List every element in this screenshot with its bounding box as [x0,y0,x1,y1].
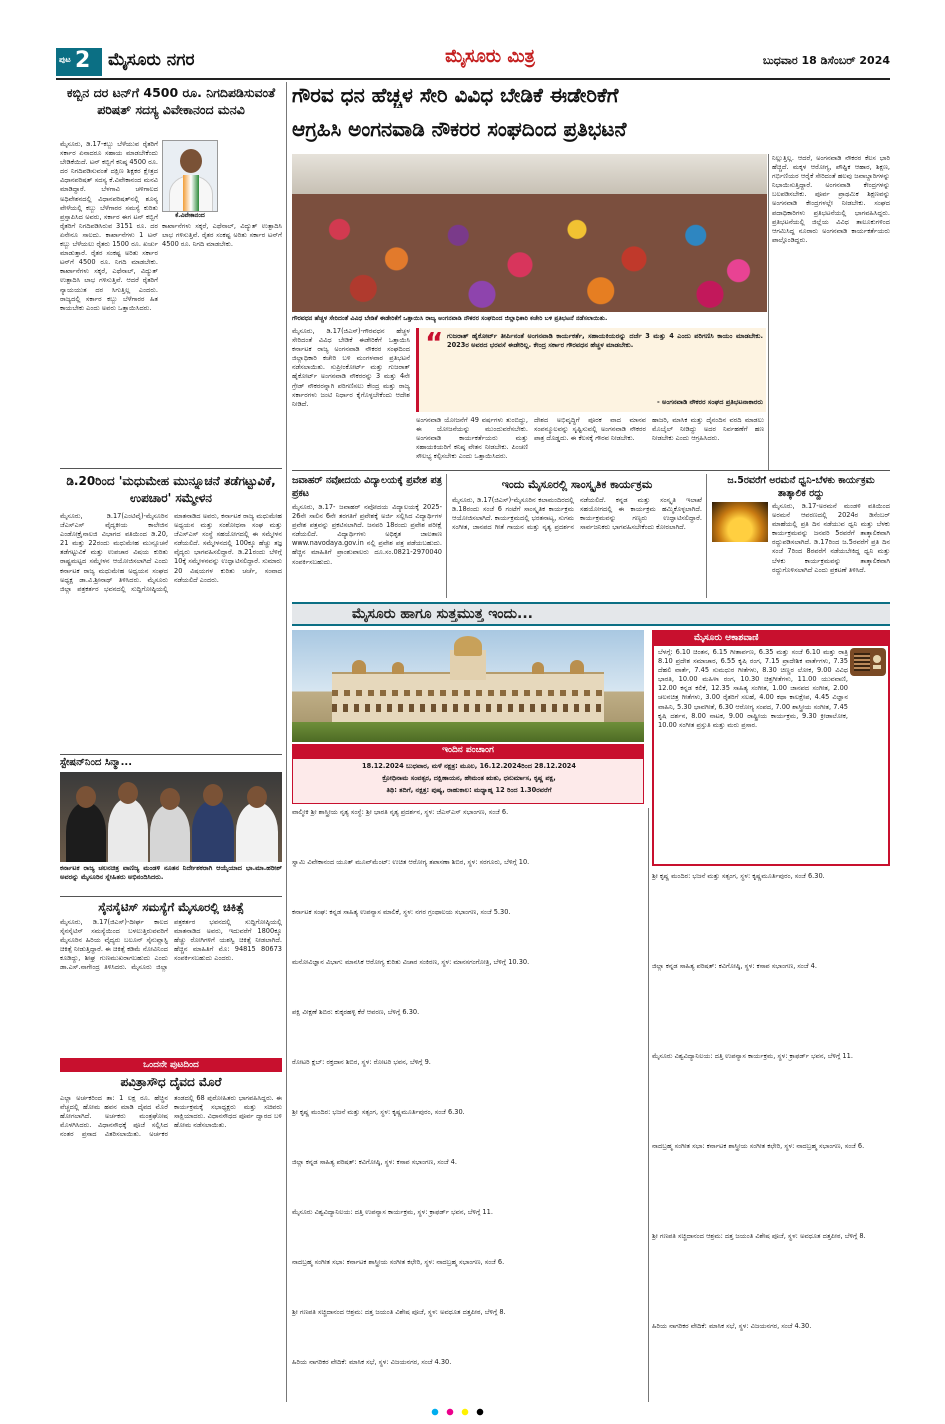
event-item: ಜಿಲ್ಲಾ ಕನ್ನಡ ಸಾಹಿತ್ಯ ಪರಿಷತ್: ಕವಿಗೋಷ್ಠಿ, ಸ್ಥಳ: ಕಸಾಪ ಸಭಾಂಗಣ, ಸಂಜೆ 4. [292,1158,457,1166]
cultural-divider [706,474,707,598]
panchanga-line1: 18.12.2024 ಬುಧವಾರ, ಮಳೆ ನಕ್ಷತ್ರ: ಮೂಲ, 16.12.2024ರಿಂದ 28.12.2024 [362,762,576,770]
lead-quote-box [416,328,766,412]
lead-column-2: ಅಂಗನವಾಡಿ ಯೋಜನೆಗೆ 49 ವರ್ಷಗಳು ತುಂಬಿದ್ದು, ಈ ಯೋಜನೆಯನ್ನು ಮುಂದುವರೆಸಬೇಕು. ಅಂಗನವಾಡಿ ಕಾರ್ಯಕರ್ತೆಯರು ಮತ್ತು ಸಹಾಯಕಿಯರಿಗೆ ಕನಿಷ್ಠ ವೇತನ ನೀಡಬೇಕು. ಪಿಂಚಣಿ ಸೌಲಭ್ಯ ಕಲ್ಪಿಸಬೇಕು ಎಂದು ಒತ್ತಾಯಿಸಿದರು. [416,416,528,461]
navodaya-divider [446,474,447,598]
today-banner-text: ಮೈಸೂರು ಹಾಗೂ ಸುತ್ತಮುತ್ತ ಇಂದು... [352,606,533,622]
lead-column-1: ಮೈಸೂರು, ಡಿ.17(ಜಿಎಸ್)-ಗೌರವಧನ ಹೆಚ್ಚಳ ಸೇರಿದಂತೆ ವಿವಿಧ ಬೇಡಿಕೆ ಈಡೇರಿಕೆಗೆ ಒತ್ತಾಯಿಸಿ ಕರ್ನಾಟಕ ರಾಜ್ಯ ಅಂಗನವಾಡಿ ನೌಕರರ ಸಂಘದಿಂದ ಜಿಲ್ಲಾಧಿಕಾರಿ ಕಚೇರಿ ಬಳಿ ಮಂಗಳವಾರ ಪ್ರತಿಭಟನೆ ನಡೆಸಲಾಯಿತು. ಸುಪ್ರೀಂಕೋರ್ಟ್ ಮತ್ತು ಗುಜರಾತ್ ಹೈಕೋರ್ಟ್ ಅಂಗನವಾಡಿ ನೌಕರರನ್ನು 3 ಮತ್ತು 4ನೇ ಗ್ರೇಡ್ ನೌಕರರನ್ನಾಗಿ ಪರಿಗಣಿಸಲು ಕೇಂದ್ರ ಮತ್ತು ರಾಜ್ಯ ಸರ್ಕಾರಗಳು ಜಂಟಿ ನಿರ್ಧಾರ ಕೈಗೊಳ್ಳಬೇಕೆಂದು ಆದೇಶ ನೀಡಿದೆ. [292,327,410,408]
radio-box [652,630,890,866]
rule-4 [292,470,890,471]
page-label: ಪುಟ [59,55,71,64]
radio-schedule: ಬೆಳಗ್ಗೆ: 6.10 ಚಿಂತನ, 6.15 ಗೀತಾರ್ಪಣ, 6.35 ಮತ್ತು ಸಂಜೆ 6.10 ಮತ್ತು ರಾತ್ರಿ 8.10 ಪ್ರದೇಶ ಸಮಾಚಾರ, 6.55 ಕೃಷಿ ರಂಗ, 7.15 ಪ್ರಾದೇಶಿಕ ವಾರ್ತೆಗಳು, 7.35 ದೆಹಲಿ ವಾರ್ತೆ, 7.45 ಸುಮಧುರ ಗೀತೆಗಳು, 8.30 ಚಿಣ್ಣರ ಲೋಕ, 9.00 ವಿವಿಧ ಭಾರತಿ, 10.00 ಮಹಿಳಾ ರಂಗ, 10.30 ಚಿತ್ರಗೀತೆಗಳು, 11.00 ಯುವವಾಣಿ, 12.00 ಕನ್ನಡ ಕಲಿಕೆ, 12.35 ಸಾಹಿತ್ಯ ಸಂಗೀತ, 1.00 ಜಾನಪದ ಸಂಗೀತ, 2.00 ಚಲನಚಿತ್ರ ಗೀತೆಗಳು, 3.00 ರೈತರಿಗೆ ಸಲಹೆ, 4.00 ಕಥಾ ಕಾಲಕ್ಷೇಪ, 4.45 ವಿಜ್ಞಾನ ವಾಹಿನಿ, 5.30 ಭಾವಗೀತೆ, 6.30 ಆರೋಗ್ಯ ಸಂಪದ, 7.00 ಶಾಸ್ತ್ರೀಯ ಸಂಗೀತ, 7.45 ಕೃಷಿ ದರ್ಶನ, 8.00 ನಾಟಕ, 9.00 ರಾಷ್ಟ್ರೀಯ ಕಾರ್ಯಕ್ರಮ, 9.30 ಕ್ರೀಡಾಲೋಕ, 10.00 ಸಂಗೀತ ಪ್ರಸ್ತುತಿ ಮತ್ತು ಮರು ಪ್ರಸಾರ. [658,648,848,729]
event-item: ಸ್ವಾಮಿ ವಿವೇಕಾನಂದ ಯೂತ್ ಮೂವ್‌ಮೆಂಟ್: ಉಚಿತ ಆರೋಗ್ಯ ತಪಾಸಣಾ ಶಿಬಿರ, ಸ್ಥಳ: ಸರಗೂರು, ಬೆಳಿಗ್ಗೆ 10. [292,858,530,866]
page-number-box [56,48,102,76]
page-number: 2 [75,48,91,73]
sugarcane-headline: ಕಬ್ಬಿನ ದರ ಟನ್‌ಗೆ 4500 ರೂ. ನಿಗದಿಪಡಿಸುವಂತೆ ಪರಿಷತ್ ಸದಸ್ಯ ವಿವೇಕಾನಂದ ಮನವಿ [66,85,276,117]
rule-2 [60,754,282,755]
continued-label: ಒಂದನೇ ಪುಟದಿಂದ [60,1058,282,1072]
lead-quote-text: ಗುಜರಾತ್ ಹೈಕೋರ್ಟ್ ತೀರ್ಪಿನಂತೆ ಅಂಗನವಾಡಿ ಕಾರ್ಯಕರ್ತೆ, ಸಹಾಯಕಿಯರನ್ನು ದರ್ಜೆ 3 ಮತ್ತು 4 ಎಂದು ಪರಿಗಣಿಸಿ ಕಾಯಂ ಮಾಡಬೇಕು. 2023ರ ಅವರದ ಭರವಸೆ ಈಡೇರಿಲ್ಲ. ಕೇಂದ್ರ ಸರ್ಕಾರ ಗೌರವಧನ ಹೆಚ್ಚಳ ಮಾಡಬೇಕು. [447,332,763,350]
sound-light-headline: ಜ.5ರವರೆಗೆ ಅರಮನೆ ಧ್ವನಿ-ಬೆಳಕು ಕಾರ್ಯಕ್ರಮ ತಾತ್ಕಾಲಿಕ ರದ್ದು [727,475,875,499]
diabetes-headline: ಡಿ.20ರಿಂದ 'ಮಧುಮೇಹ ಮುನ್ನೂಚನೆ ತಡೆಗಟ್ಟುವಿಕೆ, ಉಪಚಾರ' ಸಮ್ಮೇಳನ [66,474,276,505]
left-column-divider [286,82,287,1402]
rule-1 [60,468,282,469]
registration-marks [430,1408,490,1416]
panchanga-title-bar [292,744,644,758]
panchanga-title: ಇಂದಿನ ಪಂಚಾಂಗ [442,745,494,755]
lead-divider [768,154,769,470]
event-item: ಮೈಸೂರು ವಿಶ್ವವಿದ್ಯಾನಿಲಯ: ದತ್ತಿ ಉಪನ್ಯಾಸ ಕಾರ್ಯಕ್ರಮ, ಸ್ಥಳ: ಕ್ರಾಫರ್ಡ್ ಭವನ, ಬೆಳಿಗ್ಗೆ 11. [292,1208,493,1216]
masthead-rule [56,78,890,80]
panchanga-line2: ಕ್ರೋಧಿನಾಮ ಸಂವತ್ಸರ, ದಕ್ಷಿಣಾಯನ, ಹೇಮಂತ ಋತು, ಧನುರ್ಮಾಸ, ಕೃಷ್ಣ ಪಕ್ಷ, [382,774,556,782]
lead-right-column: ನಿಲ್ಲುತ್ತಿಲ್ಲ. ಆದರೆ, ಅಂಗನವಾಡಿ ನೌಕರರ ಕೆಲಸ ಭಾರಿ ಹೆಚ್ಚಿದೆ. ಮಕ್ಕಳ ಆರೋಗ್ಯ, ಪೌಷ್ಟಿಕ ಆಹಾರ, ಶಿಕ್ಷಣ, ಗರ್ಭಿಣಿಯರ ಆರೈಕೆ ಸೇರಿದಂತೆ ಹಲವು ಜವಾಬ್ದಾರಿಗಳನ್ನು ನಿಭಾಯಿಸುತ್ತಿದ್ದಾರೆ. ಅಂಗನವಾಡಿ ಕೇಂದ್ರಗಳನ್ನು ಬಲಪಡಿಸಬೇಕು. ಪೂರ್ವ ಪ್ರಾಥಮಿಕ ಶಿಕ್ಷಣವನ್ನು ಅಂಗನವಾಡಿ ಕೇಂದ್ರಗಳಲ್ಲೇ ನೀಡಬೇಕು. ಸಂಘದ ಪದಾಧಿಕಾರಿಗಳು ಪ್ರತಿಭಟನೆಯಲ್ಲಿ ಭಾಗವಹಿಸಿದ್ದರು. ಪ್ರತಿಭಟನೆಯಲ್ಲಿ ಜಿಲ್ಲೆಯ ವಿವಿಧ ತಾಲೂಕುಗಳಿಂದ ಆಗಮಿಸಿದ್ದ ನೂರಾರು ಅಂಗನವಾಡಿ ಕಾರ್ಯಕರ್ತೆಯರು ಪಾಲ್ಗೊಂಡಿದ್ದರು. [772,154,890,244]
palace-lights-photo [712,502,768,542]
today-banner [292,602,890,626]
radio-icon [850,648,886,676]
group-photo-caption: ಕರ್ನಾಟಕ ರಾಜ್ಯ ಚಲನಚಿತ್ರ ವಾಣಿಜ್ಯ ಮಂಡಳಿ ನೂತನ ನಿರ್ದೇಶಕರಾಗಿ ಆಯ್ಕೆಯಾದ ಭಾ.ಮಾ.ಹರೀಶ್ ಅವರನ್ನು ಮೈಸೂರಿನ ಸ್ನೇಹಿತರು ಅಭಿನಂದಿಸಿದರು. [60,864,282,882]
event-item: ವಾಲ್ಮೀಕಿ ಶ್ರೀ ಶಾಸ್ತ್ರೀಯ ನೃತ್ಯ ಸಂಸ್ಥೆ: ಶ್ರೀ ಭಾರತಿ ನೃತ್ಯ ಪ್ರದರ್ಶನ, ಸ್ಥಳ: ಜೆಎಸ್‌ಎಸ್ ಸಭಾಂಗಣ, ಸಂಜೆ 6. [292,808,509,816]
sinus-body: ಮೈಸೂರು, ಡಿ.17(ಜಿಎಸ್)-ದೀರ್ಘ ಕಾಲದ ಸೈನಸೈಟಿಸ್ ಸಮಸ್ಯೆಯಿಂದ ಬಳಲುತ್ತಿರುವವರಿಗೆ ಮೈಸೂರಿನ ಹಿರಿಯ ವೈದ್ಯರು ಬಲೂನ್ ಸೈನುಪ್ಲಾಸ್ಟಿ ಚಿಕಿತ್ಸೆ ನೀಡುತ್ತಿದ್ದಾರೆ. ಈ ಚಿಕಿತ್ಸೆ ಕಡಿಮೆ ನೋವಿನಿಂದ ಕೂಡಿದ್ದು, ಶೀಘ್ರ ಗುಣಮುಖರಾಗಬಹುದು ಎಂದು ಡಾ.ಎಸ್.ನಾಗೇಂದ್ರ ತಿಳಿಸಿದರು. ಮೈಸೂರು ಜಿಲ್ಲಾ ಪತ್ರಕರ್ತರ ಭವನದಲ್ಲಿ ಸುದ್ದಿಗೋಷ್ಠಿಯಲ್ಲಿ ಮಾತನಾಡಿದ ಅವರು, ಇದುವರೆಗೆ 1800ಕ್ಕೂ ಹೆಚ್ಚು ರೋಗಿಗಳಿಗೆ ಯಶಸ್ವಿ ಚಿಕಿತ್ಸೆ ನೀಡಲಾಗಿದೆ. ಹೆಚ್ಚಿನ ಮಾಹಿತಿಗೆ ಮೊ: 94815 80673 ಸಂಪರ್ಕಿಸಬಹುದು ಎಂದರು. [60,918,282,972]
tent-canopy [292,154,767,194]
vidhana-headline: ಪವಿತ್ರಾಸೌಧ ದೈವದ ಮೊರೆ [120,1075,222,1089]
events-list-right [652,872,890,1402]
paper-name: ಮೈಸೂರು ಮಿತ್ರ [445,46,535,67]
lead-column-3: ದೇಶದ ಅಭಿವೃದ್ಧಿಗೆ ಪೂರಕ ವಾದ ಮಾನವ ಸಂಪನ್ಮೂಲವನ್ನು ಸೃಷ್ಟಿಸುವಲ್ಲಿ ಅಂಗನವಾಡಿ ನೌಕರರ ಪಾತ್ರ ದೊಡ್ಡದು. ಈ ಕೆಲಸಕ್ಕೆ ಗೌರವ ನೀಡಬೇಕು. [534,416,646,443]
palace-central-dome [454,636,482,656]
quote-mark-icon: “ [425,326,444,359]
events-list [292,808,644,1402]
sound-light-body: ಮೈಸೂರು, ಡಿ.17-ಅರಮನೆ ಮಂಡಳಿ ವತಿಯಿಂದ ಅರಮನೆ ಆವರಣದಲ್ಲಿ 2024ರ ಡಿಸೆಂಬರ್ ಮಾಹೆಯಲ್ಲಿ ಪ್ರತಿ ದಿನ ನಡೆಯುವ ಧ್ವನಿ ಮತ್ತು ಬೆಳಕು ಕಾರ್ಯಕ್ರಮವನ್ನು ಜನವರಿ 5ರವರೆಗೆ ತಾತ್ಕಾಲಿಕವಾಗಿ ರದ್ದುಪಡಿಸಲಾಗಿದೆ. ಡಿ.17ರಿಂದ ಜ.5ರವರೆಗೆ ಪ್ರತಿ ದಿನ ಸಂಜೆ 7ರಿಂದ 8ರವರೆಗೆ ನಡೆಯಬೇಕಿದ್ದ ಧ್ವನಿ ಮತ್ತು ಬೆಳಕು ಕಾರ್ಯಕ್ರಮವನ್ನು ತಾತ್ಕಾಲಿಕವಾಗಿ ರದ್ದುಗೊಳಿಸಲಾಗಿದೆ ಎಂದು ಪ್ರಕಟಣೆ ತಿಳಿಸಿದೆ. [772,502,890,574]
panchanga-line3: ತಿಥಿ: ತದಿಗೆ, ನಕ್ಷತ್ರ: ಪುಷ್ಯ, ರಾಹುಕಾಲ: ಮಧ್ಯಾಹ್ನ 12 ರಿಂದ 1.30ರವರೆಗೆ [386,786,552,794]
event-item: ಕರ್ನಾಟಕ ಸಂಘ: ಕನ್ನಡ ಸಾಹಿತ್ಯ ಉಪನ್ಯಾಸ ಮಾಲಿಕೆ, ಸ್ಥಳ: ನಗರ ಗ್ರಂಥಾಲಯ ಸಭಾಂಗಣ, ಸಂಜೆ 5.30. [292,908,511,916]
radio-title: ಮೈಸೂರು ಆಕಾಶವಾಣಿ [694,633,759,643]
event-item: ಶ್ರೀ ಕೃಷ್ಣ ಮಂದಿರ: ಭಜನೆ ಮತ್ತು ಸತ್ಸಂಗ, ಸ್ಥಳ: ಕೃಷ್ಣಮೂರ್ತಿಪುರಂ, ಸಂಜೆ 6.30. [652,872,825,880]
radio-title-bar [654,632,888,646]
mysore-palace-photo [292,630,644,742]
vivekananda-caption: ಕೆ.ವಿವೇಕಾನಂದ [175,212,205,219]
film-box-title: ಸ್ಟೇಷನ್‌ನಿಂದ ಸಿನ್ಮಾ... [60,757,132,768]
event-item: ಹಿರಿಯ ನಾಗರಿಕರ ವೇದಿಕೆ: ಮಾಸಿಕ ಸಭೆ, ಸ್ಥಳ: ವಿಜಯನಗರ, ಸಂಜೆ 4.30. [652,1322,812,1330]
cultural-body: ಮೈಸೂರು, ಡಿ.17(ಜಿಎಸ್)-ಮೈಸೂರಿನ ಕಲಾಮಂದಿರದಲ್ಲಿ ಡಿ.18ರಂದು ಸಂಜೆ 6 ಗಂಟೆಗೆ ಸಾಂಸ್ಕೃತಿಕ ಕಾರ್ಯಕ್ರಮ ಆಯೋಜಿಸಲಾಗಿದೆ. ಕಾರ್ಯಕ್ರಮದಲ್ಲಿ ಭರತನಾಟ್ಯ, ಸುಗಮ ಸಂಗೀತ, ಜಾನಪದ ಗೀತೆ ಗಾಯನ ಮತ್ತು ನೃತ್ಯ ಪ್ರದರ್ಶನ ನಡೆಯಲಿದೆ. ಕನ್ನಡ ಮತ್ತು ಸಂಸ್ಕೃತಿ ಇಲಾಖೆ ಸಹಯೋಗದಲ್ಲಿ ಈ ಕಾರ್ಯಕ್ರಮ ಹಮ್ಮಿಕೊಳ್ಳಲಾಗಿದೆ. ಕಾರ್ಯಕ್ರಮವನ್ನು ಗಣ್ಯರು ಉದ್ಘಾಟಿಸಲಿದ್ದಾರೆ. ಸಾರ್ವಜನಿಕರು ಭಾಗವಹಿಸಬೇಕೆಂದು ಕೋರಲಾಗಿದೆ. [452,496,702,532]
section-title: ಮೈಸೂರು ನಗರ [108,50,195,70]
panchanga-box [292,758,644,804]
events-divider [648,808,649,1402]
event-item: ರೋಟರಿ ಕ್ಲಬ್: ರಕ್ತದಾನ ಶಿಬಿರ, ಸ್ಥಳ: ರೋಟರಿ ಭವನ, ಬೆಳಿಗ್ಗೆ 9. [292,1058,431,1066]
event-item: ಜಿಲ್ಲಾ ಕನ್ನಡ ಸಾಹಿತ್ಯ ಪರಿಷತ್: ಕವಿಗೋಷ್ಠಿ, ಸ್ಥಳ: ಕಸಾಪ ಸಭಾಂಗಣ, ಸಂಜೆ 4. [652,962,817,970]
rule-3 [60,896,282,897]
issue-date: ಬುಧವಾರ 18 ಡಿಸೆಂಬರ್ 2024 [762,54,890,67]
vidhana-body: ಎಲ್ಲಾ ಅರ್ಚಕರಿಂದ ತಾ: 1 ಲಕ್ಷ ರೂ. ಹೆಚ್ಚಿನ ವೆಚ್ಚದಲ್ಲಿ ಹೋಮ ಹವನ ಮಾಡಿ ದೈವದ ಮೊರೆ ಹೋಗಲಾಗಿದೆ. ಅರ್ಚಕರು ಮಂತ್ರಘೋಷ ಮೊಳಗಿಸಿದರು. ವಿಧಾನಸೌಧಕ್ಕೆ ಪೂಜೆ ಸಲ್ಲಿಸಿದ ನಂತರ ಪ್ರಸಾದ ವಿತರಿಸಲಾಯಿತು. ಅರ್ಚಕರ ತಂಡದಲ್ಲಿ 68 ಪುರೋಹಿತರು ಭಾಗವಹಿಸಿದ್ದರು. ಈ ಕಾರ್ಯಕ್ರಮಕ್ಕೆ ಸಭಾಧ್ಯಕ್ಷರು ಮತ್ತು ಸಚಿವರು ಸಾಕ್ಷಿಯಾದರು. ವಿಧಾನಸೌಧದ ಪೂರ್ವ ದ್ವಾರದ ಬಳಿ ಹೋಮ ನಡೆಸಲಾಯಿತು. [60,1094,282,1139]
event-item: ಮನೋವಿಜ್ಞಾನ ವಿಭಾಗ: ಮಾನಸಿಕ ಆರೋಗ್ಯ ಕುರಿತು ವಿಚಾರ ಸಂಕಿರಣ, ಸ್ಥಳ: ಮಾನಸಗಂಗೋತ್ರಿ, ಬೆಳಿಗ್ಗೆ 10.30. [292,958,530,966]
event-item: ಪಕ್ಷಿ ವೀಕ್ಷಣೆ ಶಿಬಿರ: ಕುಕ್ಕರಹಳ್ಳಿ ಕೆರೆ ಆವರಣ, ಬೆಳಿಗ್ಗೆ 6.30. [292,1008,420,1016]
event-item: ಶ್ರೀ ಗಣಪತಿ ಸಚ್ಚಿದಾನಂದ ಆಶ್ರಮ: ದತ್ತ ಜಯಂತಿ ವಿಶೇಷ ಪೂಜೆ, ಸ್ಥಳ: ಅವಧೂತ ದತ್ತಪೀಠ, ಬೆಳಿಗ್ಗೆ 8. [292,1308,506,1316]
event-item: ಶ್ರೀ ಕೃಷ್ಣ ಮಂದಿರ: ಭಜನೆ ಮತ್ತು ಸತ್ಸಂಗ, ಸ್ಥಳ: ಕೃಷ್ಣಮೂರ್ತಿಪುರಂ, ಸಂಜೆ 6.30. [292,1108,465,1116]
event-item: ಮೈಸೂರು ವಿಶ್ವವಿದ್ಯಾನಿಲಯ: ದತ್ತಿ ಉಪನ್ಯಾಸ ಕಾರ್ಯಕ್ರಮ, ಸ್ಥಳ: ಕ್ರಾಫರ್ಡ್ ಭವನ, ಬೆಳಿಗ್ಗೆ 11. [652,1052,853,1060]
sinus-headline: ಸೈನಸೈಟಿಸ್ ಸಮಸ್ಯೆಗೆ ಮೈಸೂರಲ್ಲಿ ಚಿಕಿತ್ಸೆ [98,900,244,914]
group-photo [60,772,282,862]
event-item: ಹಿರಿಯ ನಾಗರಿಕರ ವೇದಿಕೆ: ಮಾಸಿಕ ಸಭೆ, ಸ್ಥಳ: ವಿಜಯನಗರ, ಸಂಜೆ 4.30. [292,1358,452,1366]
diabetes-body: ಮೈಸೂರು, ಡಿ.17(ಎಂಟಿವೈ)-ಮೈಸೂರಿನ ಜೆಎಸ್‌ಎಸ್ ವೈದ್ಯಕೀಯ ಕಾಲೇಜಿನ ಎಂಡೋಕ್ರೈನಾಲಜಿ ವಿಭಾಗದ ವತಿಯಿಂದ ಡಿ.20, 21 ಮತ್ತು 22ರಂದು ಮಧುಮೇಹ ಮುನ್ಸೂಚನೆ ತಡೆಗಟ್ಟುವಿಕೆ ಮತ್ತು ಉಪಚಾರ ವಿಷಯ ಕುರಿತು ರಾಷ್ಟ್ರಮಟ್ಟದ ಸಮ್ಮೇಳನ ಆಯೋಜಿಸಲಾಗಿದೆ ಎಂದು ಕರ್ನಾಟಕ ರಾಜ್ಯ ಮಧುಮೇಹ ಅಧ್ಯಯನ ಸಂಘದ ಅಧ್ಯಕ್ಷ ಡಾ.ವಿ.ಶ್ರೀನಾಥ್ ತಿಳಿಸಿದರು. ಮೈಸೂರು ಜಿಲ್ಲಾ ಪತ್ರಕರ್ತರ ಭವನದಲ್ಲಿ ಸುದ್ದಿಗೋಷ್ಠಿಯಲ್ಲಿ ಮಾತನಾಡಿದ ಅವರು, ಕರ್ನಾಟಕ ರಾಜ್ಯ ಮಧುಮೇಹ ಅಧ್ಯಯನ ಮತ್ತು ಸಂಶೋಧನಾ ಸಂಘ ಮತ್ತು ಜೆಎಸ್‌ಎಸ್ ಸಂಸ್ಥೆ ಸಹಯೋಗದಲ್ಲಿ ಈ ಸಮ್ಮೇಳನ ನಡೆಯಲಿದೆ. ಸಮ್ಮೇಳನದಲ್ಲಿ 100ಕ್ಕೂ ಹೆಚ್ಚು ತಜ್ಞ ವೈದ್ಯರು ಭಾಗವಹಿಸಲಿದ್ದಾರೆ. ಡಿ.21ರಂದು ಬೆಳಿಗ್ಗೆ 10ಕ್ಕೆ ಸಮ್ಮೇಳನವನ್ನು ಉದ್ಘಾಟಿಸಲಿದ್ದಾರೆ. ಸುಮಾರು 20 ವಿಷಯಗಳ ಕುರಿತು ಚರ್ಚೆ, ಸಂವಾದ ನಡೆಯಲಿದೆ ಎಂದರು. [60,512,282,593]
cultural-headline: ಇಂದು ಮೈಸೂರಲ್ಲಿ ಸಾಂಸ್ಕೃತಿಕ ಕಾರ್ಯಕ್ರಮ [501,478,653,491]
sugarcane-body-col2: ಕಾರ್ಖಾನೆಗಳು ಸಕ್ಕರೆ, ಎಥೆನಾಲ್, ವಿದ್ಯುತ್ ಉತ್ಪಾದಿಸಿ ಲಾಭ ಗಳಿಸುತ್ತಿವೆ. ರೈತರ ಸಂಕಷ್ಟ ಅರಿತು ಸರ್ಕಾರ ಟನ್‌ಗೆ 4500 ರೂ. ನಿಗದಿ ಮಾಡಬೇಕು. [162,222,282,249]
vivekananda-photo [162,140,218,212]
sugarcane-body: ಮೈಸೂರು, ಡಿ.17-ಕಬ್ಬು ಬೆಳೆಯುವ ರೈತರಿಗೆ ಸರ್ಕಾರ ಏನಾದರೂ ಸಹಾಯ ಮಾಡಬೇಕೆಂದು ಬೇಡಿಕೆಯಿದೆ. ಟನ್ ಕಬ್ಬಿಗೆ ಕನಿಷ್ಠ 4500 ರೂ. ದರ ನಿಗದಿಪಡಿಸುವಂತೆ ದಕ್ಷಿಣ ಶಿಕ್ಷಕರ ಕ್ಷೇತ್ರದ ವಿಧಾನಪರಿಷತ್ ಸದಸ್ಯ ಕೆ.ವಿವೇಕಾನಂದ ಮನವಿ ಮಾಡಿದ್ದಾರೆ. ಬೆಳಗಾವಿ ಚಳಿಗಾಲದ ಅಧಿವೇಶನದಲ್ಲಿ ವಿಧಾನಪರಿಷತ್‌ನಲ್ಲಿ ಶೂನ್ಯ ವೇಳೆಯಲ್ಲಿ ಕಬ್ಬು ಬೆಳೆಗಾರರ ಸಮಸ್ಯೆ ಕುರಿತು ಪ್ರಸ್ತಾಪಿಸಿದ ಅವರು, ಸರ್ಕಾರ ಈಗ ಟನ್ ಕಬ್ಬಿಗೆ ರೈತರಿಗೆ ನಿಗದಿಪಡಿಸಿರುವ 3151 ರೂ. ದರ ಏನೇನೂ ಸಾಲದು. ಕಾರ್ಖಾನೆಗಳು 1 ಟನ್ ಕಬ್ಬು ಬೆಳೆಯಲು ರೈತರು 1500 ರೂ. ಖರ್ಚು ಮಾಡುತ್ತಾರೆ. ರೈತರ ಸಂಕಷ್ಟ ಅರಿತು ಸರ್ಕಾರ ಟನ್‌ಗೆ 4500 ರೂ. ನಿಗದಿ ಮಾಡಬೇಕು. ಕಾರ್ಖಾನೆಗಳು ಸಕ್ಕರೆ, ಎಥೆನಾಲ್, ವಿದ್ಯುತ್ ಉತ್ಪಾದಿಸಿ ಲಾಭ ಗಳಿಸುತ್ತಿವೆ. ಆದರೆ ರೈತರಿಗೆ ನ್ಯಾಯಯುತ ದರ ಸಿಗುತ್ತಿಲ್ಲ ಎಂದರು. ರಾಜ್ಯದಲ್ಲಿ ಸರ್ಕಾರ ಕಬ್ಬು ಬೆಳೆಗಾರರ ಹಿತ ಕಾಯಬೇಕು ಎಂದು ಅವರು ಒತ್ತಾಯಿಸಿದರು. [60,140,158,312]
lead-headline-line1: ಗೌರವ ಧನ ಹೆಚ್ಚಳ ಸೇರಿ ವಿವಿಧ ಬೇಡಿಕೆ ಈಡೇರಿಕೆಗೆ [292,83,619,107]
event-item: ನಾದಬ್ರಹ್ಮ ಸಂಗೀತ ಸಭಾ: ಕರ್ನಾಟಕ ಶಾಸ್ತ್ರೀಯ ಸಂಗೀತ ಕಛೇರಿ, ಸ್ಥಳ: ನಾದಬ್ರಹ್ಮ ಸಭಾಂಗಣ, ಸಂಜೆ 6. [292,1258,505,1266]
event-item: ಶ್ರೀ ಗಣಪತಿ ಸಚ್ಚಿದಾನಂದ ಆಶ್ರಮ: ದತ್ತ ಜಯಂತಿ ವಿಶೇಷ ಪೂಜೆ, ಸ್ಥಳ: ಅವಧೂತ ದತ್ತಪೀಠ, ಬೆಳಿಗ್ಗೆ 8. [652,1232,866,1240]
navodaya-headline: ಜವಾಹರ್ ನವೋದಯ ವಿದ್ಯಾಲಯಕ್ಕೆ ಪ್ರವೇಶ ಪತ್ರ ಪ್ರಕಟ [292,475,442,499]
protest-photo-caption: ಗೌರವಧನ ಹೆಚ್ಚಳ ಸೇರಿದಂತೆ ವಿವಿಧ ಬೇಡಿಕೆ ಈಡೇರಿಕೆಗೆ ಒತ್ತಾಯಿಸಿ ರಾಜ್ಯ ಅಂಗನವಾಡಿ ನೌಕರರ ಸಂಘದಿಂದ ಜಿಲ್ಲಾಧಿಕಾರಿ ಕಚೇರಿ ಬಳಿ ಪ್ರತಿಭಟನೆ ನಡೆಸಲಾಯಿತು. [292,315,608,322]
protest-photo [292,154,767,312]
event-item: ನಾದಬ್ರಹ್ಮ ಸಂಗೀತ ಸಭಾ: ಕರ್ನಾಟಕ ಶಾಸ್ತ್ರೀಯ ಸಂಗೀತ ಕಛೇರಿ, ಸ್ಥಳ: ನಾದಬ್ರಹ್ಮ ಸಭಾಂಗಣ, ಸಂಜೆ 6. [652,1142,865,1150]
lead-headline-line2: ಆಗ್ರಹಿಸಿ ಅಂಗನವಾಡಿ ನೌಕರರ ಸಂಘದಿಂದ ಪ್ರತಿಭಟನೆ [292,117,627,141]
lead-quote-source: - ಅಂಗನವಾಡಿ ನೌಕರರ ಸಂಘದ ಪ್ರತಿಭಟನಾಕಾರರು [656,398,763,406]
lead-column-4: ಹಾಜರಿ, ಮಾಸಿಕ ಮತ್ತು ದೈನಂದಿನ ವರದಿ ಮಾಡಲು ಮೊಬೈಲ್ ನೀಡಿದ್ದು ಅದರ ನಿರ್ವಹಣೆಗೆ ಹಣ ನೀಡಬೇಕು ಎಂದು ಆಗ್ರಹಿಸಿದರು. [652,416,764,443]
navodaya-body: ಮೈಸೂರು, ಡಿ.17- ಜವಾಹರ್ ನವೋದಯ ವಿದ್ಯಾಲಯಕ್ಕೆ 2025-26ನೇ ಸಾಲಿನ 6ನೇ ತರಗತಿಗೆ ಪ್ರವೇಶಕ್ಕೆ ಅರ್ಜಿ ಸಲ್ಲಿಸಿದ ವಿದ್ಯಾರ್ಥಿಗಳ ಪ್ರವೇಶ ಪತ್ರವನ್ನು ಪ್ರಕಟಿಸಲಾಗಿದೆ. ಜನವರಿ 18ರಂದು ಪ್ರವೇಶ ಪರೀಕ್ಷೆ ನಡೆಯಲಿದೆ. ವಿದ್ಯಾರ್ಥಿಗಳು ಅಧಿಕೃತ ಜಾಲತಾಣ www.navodaya.gov.in ನಲ್ಲಿ ಪ್ರವೇಶ ಪತ್ರ ಪಡೆಯಬಹುದು. ಹೆಚ್ಚಿನ ಮಾಹಿತಿಗೆ ಪ್ರಾಂಶುಪಾಲರು ದೂ.ಸಂ.0821-2970040 ಸಂಪರ್ಕಿಸಬಹುದು. [292,503,442,566]
